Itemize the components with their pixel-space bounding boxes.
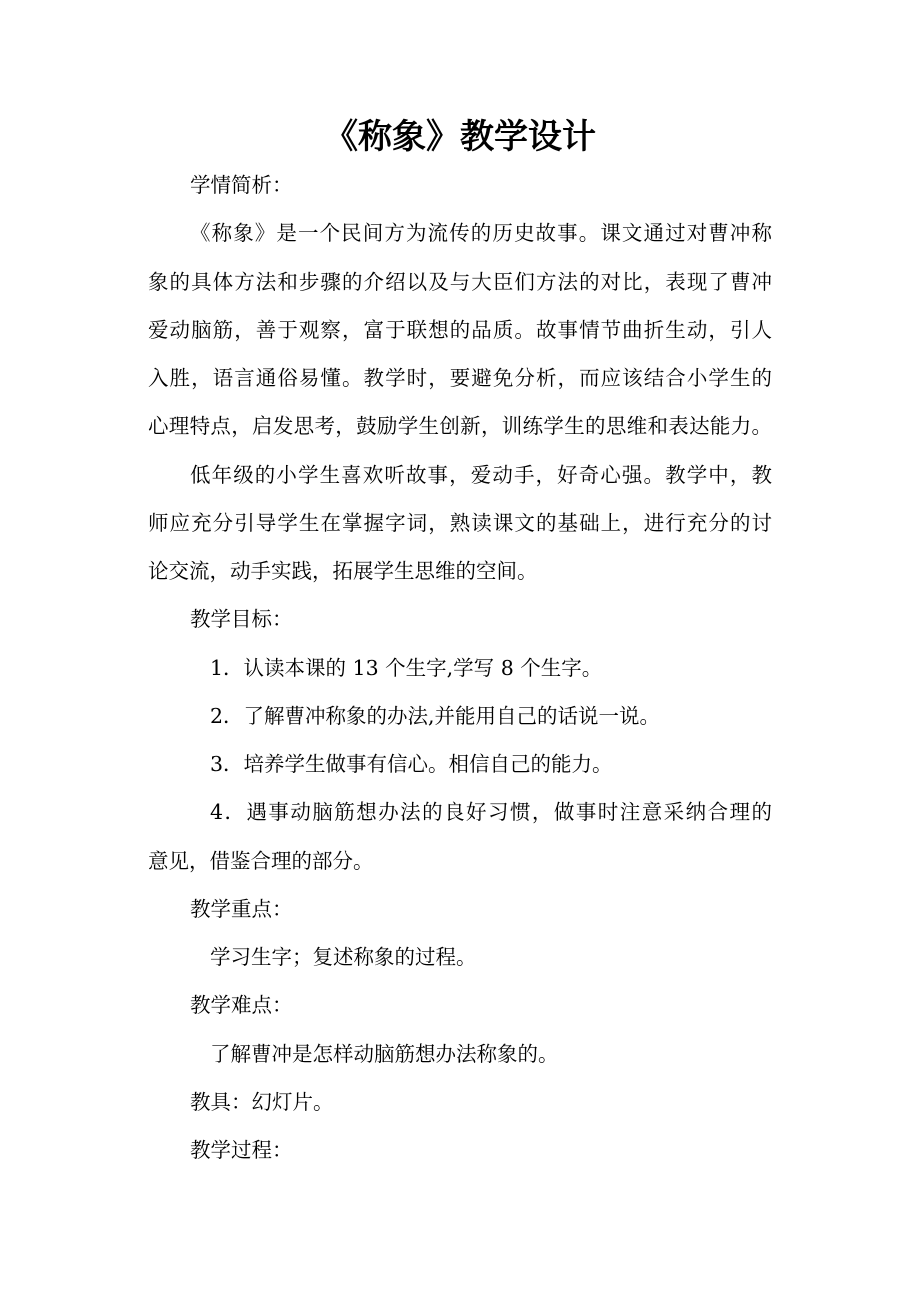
paragraph-line: 心理特点，启发思考，鼓励学生创新，训练学生的思维和表达能力。 — [148, 414, 772, 438]
paragraph-line: 师应充分引导学生在掌握字词，熟读课文的基础上，进行充分的讨 — [148, 511, 772, 535]
document-title: 《称象》教学设计 — [324, 117, 596, 157]
goal-item: 1．认读本课的 13 个生字,学写 8 个生字。 — [210, 656, 603, 680]
paragraph-line: 论交流，动手实践，拓展学生思维的空间。 — [148, 559, 538, 583]
goal-item: 3．培养学生做事有信心。相信自己的能力。 — [210, 752, 613, 776]
key-heading: 教学重点： — [190, 897, 293, 921]
key-text: 学习生字；复述称象的过程。 — [210, 945, 477, 969]
paragraph-line: 低年级的小学生喜欢听故事，爱动手，好奇心强。教学中，教 — [190, 463, 772, 487]
process-heading: 教学过程： — [190, 1138, 293, 1162]
analysis-heading: 学情简析： — [190, 173, 293, 197]
goal-item: 2．了解曹冲称象的办法,并能用自己的话说一说。 — [210, 704, 661, 728]
goal-item-continuation: 意见，借鉴合理的部分。 — [148, 849, 374, 873]
difficulty-text: 了解曹冲是怎样动脑筋想办法称象的。 — [210, 1042, 559, 1066]
tools-text: 教具：幻灯片。 — [190, 1090, 334, 1114]
paragraph-line: 《称象》是一个民间方为流传的历史故事。课文通过对曹冲称 — [190, 221, 772, 245]
goal-item: 4．遇事动脑筋想办法的良好习惯，做事时注意采纳合理的 — [210, 800, 772, 824]
paragraph-line: 入胜，语言通俗易懂。教学时，要避免分析，而应该结合小学生的 — [148, 366, 772, 390]
paragraph-line: 爱动脑筋，善于观察，富于联想的品质。故事情节曲折生动，引人 — [148, 318, 772, 342]
goals-heading: 教学目标： — [190, 607, 293, 631]
difficulty-heading: 教学难点： — [190, 993, 293, 1017]
paragraph-line: 象的具体方法和步骤的介绍以及与大臣们方法的对比，表现了曹冲 — [148, 270, 772, 294]
